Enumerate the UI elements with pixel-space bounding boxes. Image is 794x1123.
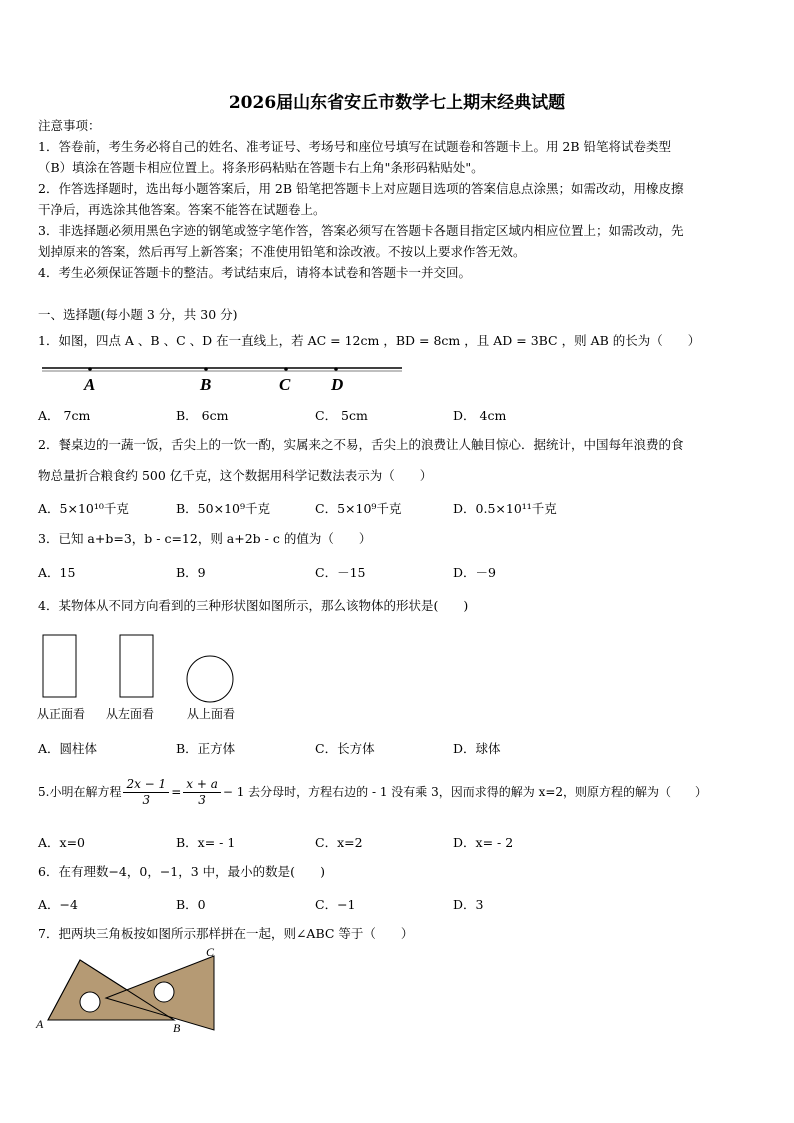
- option-a: A．5×10¹⁰千克: [38, 501, 129, 516]
- option-c: C．长方体: [315, 741, 375, 756]
- q3-stem: 3．已知 a+b=3，b - c=12，则 a+2b - c 的值为（ ）: [38, 531, 372, 546]
- note-line: 2．作答选择题时，选出每小题答案后，用 2B 铅笔把答题卡上对应题目选项的答案信息点涂黑；如需改动，用橡皮擦: [38, 181, 684, 196]
- label-c: C: [206, 946, 215, 959]
- label-b: B: [173, 1021, 181, 1035]
- option-b: B．9: [176, 565, 206, 580]
- fraction-denominator: 3: [142, 793, 151, 807]
- equals-sign: =: [171, 785, 182, 799]
- q6-stem: 6．在有理数−4，0，−1，3 中，最小的数是( ): [38, 864, 325, 879]
- option-c: C．x=2: [315, 835, 363, 850]
- note-line: 4．考生必须保证答题卡的整洁。考试结束后，请将本试卷和答题卡一并交回。: [38, 265, 471, 280]
- note-line: （B）填涂在答题卡相应位置上。将条形码粘贴在答题卡右上角"条形码粘贴处"。: [38, 160, 484, 175]
- right-triangle-hole: [154, 982, 174, 1002]
- option-b: B． 6cm: [176, 408, 229, 423]
- top-view-label: 从上面看: [187, 707, 236, 721]
- point-c-label: C: [279, 375, 291, 394]
- point-d-dot: [334, 367, 338, 371]
- q5-stem: [38, 772, 707, 812]
- notes-heading: 注意事项：: [38, 118, 101, 133]
- top-view-circle: [187, 656, 233, 702]
- option-b: B．0: [176, 897, 206, 912]
- q2-stem-line2: 物总量折合粮食约 500 亿千克，这个数据用科学记数法表示为（ ）: [38, 468, 433, 483]
- option-b: B．正方体: [176, 741, 236, 756]
- point-c-dot: [284, 367, 288, 371]
- option-d: D． 4cm: [453, 408, 507, 423]
- label-a: A: [36, 1017, 44, 1031]
- q1-stem: 1．如图，四点 A 、B 、C 、D 在一直线上，若 AC = 12cm ，BD = 8cm ，且 AD = 3BC ，则 AB 的长为（ ）: [38, 333, 701, 348]
- option-c: C．5×10⁹千克: [315, 501, 402, 516]
- q5-stem-pre: 5.小明在解方程: [38, 785, 122, 799]
- front-view-label: 从正面看: [37, 707, 86, 721]
- option-c: C．－15: [315, 565, 366, 580]
- point-d-label: D: [331, 375, 344, 394]
- option-d: D．球体: [453, 741, 501, 756]
- q5-fraction-left: [123, 777, 169, 808]
- side-view-label: 从左面看: [106, 707, 155, 721]
- q1-number-line-figure: [38, 358, 408, 398]
- fraction-numerator: 2x − 1: [123, 777, 169, 793]
- option-d: D．3: [453, 897, 484, 912]
- option-a: A．−4: [38, 897, 78, 912]
- q5-stem-tail: − 1 去分母时，方程右边的 - 1 没有乘 3，因而求得的解为 x=2，则原方程的解为（ ）: [222, 785, 708, 799]
- fraction-denominator: 3: [198, 793, 206, 807]
- left-triangle-hole: [80, 992, 100, 1012]
- page-title: 2026届山东省安丘市数学七上期末经典试题: [228, 93, 566, 113]
- q4-three-views-figure: [38, 633, 258, 703]
- option-a: A． 7cm: [38, 408, 91, 423]
- front-view-rectangle: [43, 635, 76, 697]
- q4-stem: 4．某物体从不同方向看到的三种形状图如图所示，那么该物体的形状是( ): [38, 598, 469, 613]
- note-line: 划掉原来的答案，然后再写上新答案；不准使用铅笔和涂改液。不按以上要求作答无效。: [38, 244, 526, 259]
- q7-stem: 7．把两块三角板按如图所示那样拼在一起，则∠ABC 等于（ ）: [38, 926, 414, 941]
- note-line: 1．答卷前，考生务必将自己的姓名、准考证号、考场号和座位号填写在试题卷和答题卡上。用 2B 铅笔将试卷类型: [38, 139, 672, 154]
- option-c: C．−1: [315, 897, 356, 912]
- q5-fraction-right: [183, 777, 221, 808]
- option-b: B．x= - 1: [176, 835, 236, 850]
- option-d: D．0.5×10¹¹千克: [453, 501, 557, 516]
- option-d: D．x= - 2: [453, 835, 514, 850]
- section-heading: 一、选择题(每小题 3 分，共 30 分): [38, 307, 238, 322]
- point-a-label: A: [84, 375, 96, 394]
- point-b-label: B: [200, 375, 212, 394]
- option-a: A．圆柱体: [38, 741, 98, 756]
- note-line: 干净后，再选涂其他答案。答案不能答在试题卷上。: [38, 202, 326, 217]
- option-b: B．50×10⁹千克: [176, 501, 270, 516]
- side-view-rectangle: [120, 635, 153, 697]
- fraction-numerator: x + a: [183, 777, 221, 793]
- option-c: C． 5cm: [315, 408, 368, 423]
- option-a: A．15: [38, 565, 76, 580]
- option-d: D．－9: [453, 565, 496, 580]
- point-b-dot: [204, 367, 208, 371]
- point-a-dot: [88, 367, 92, 371]
- q7-triangle-rulers-figure: [34, 946, 224, 1036]
- option-a: A．x=0: [38, 835, 86, 850]
- note-line: 3．非选择题必须用黑色字迹的钢笔或签字笔作答，答案必须写在答题卡各题目指定区域内相应位置上；如需改动，先: [38, 223, 684, 238]
- q2-stem-line1: 2．餐桌边的一蔬一饭，舌尖上的一饮一酌，实属来之不易，舌尖上的浪费让人触目惊心．据统计，中国每年浪费的食: [38, 437, 684, 452]
